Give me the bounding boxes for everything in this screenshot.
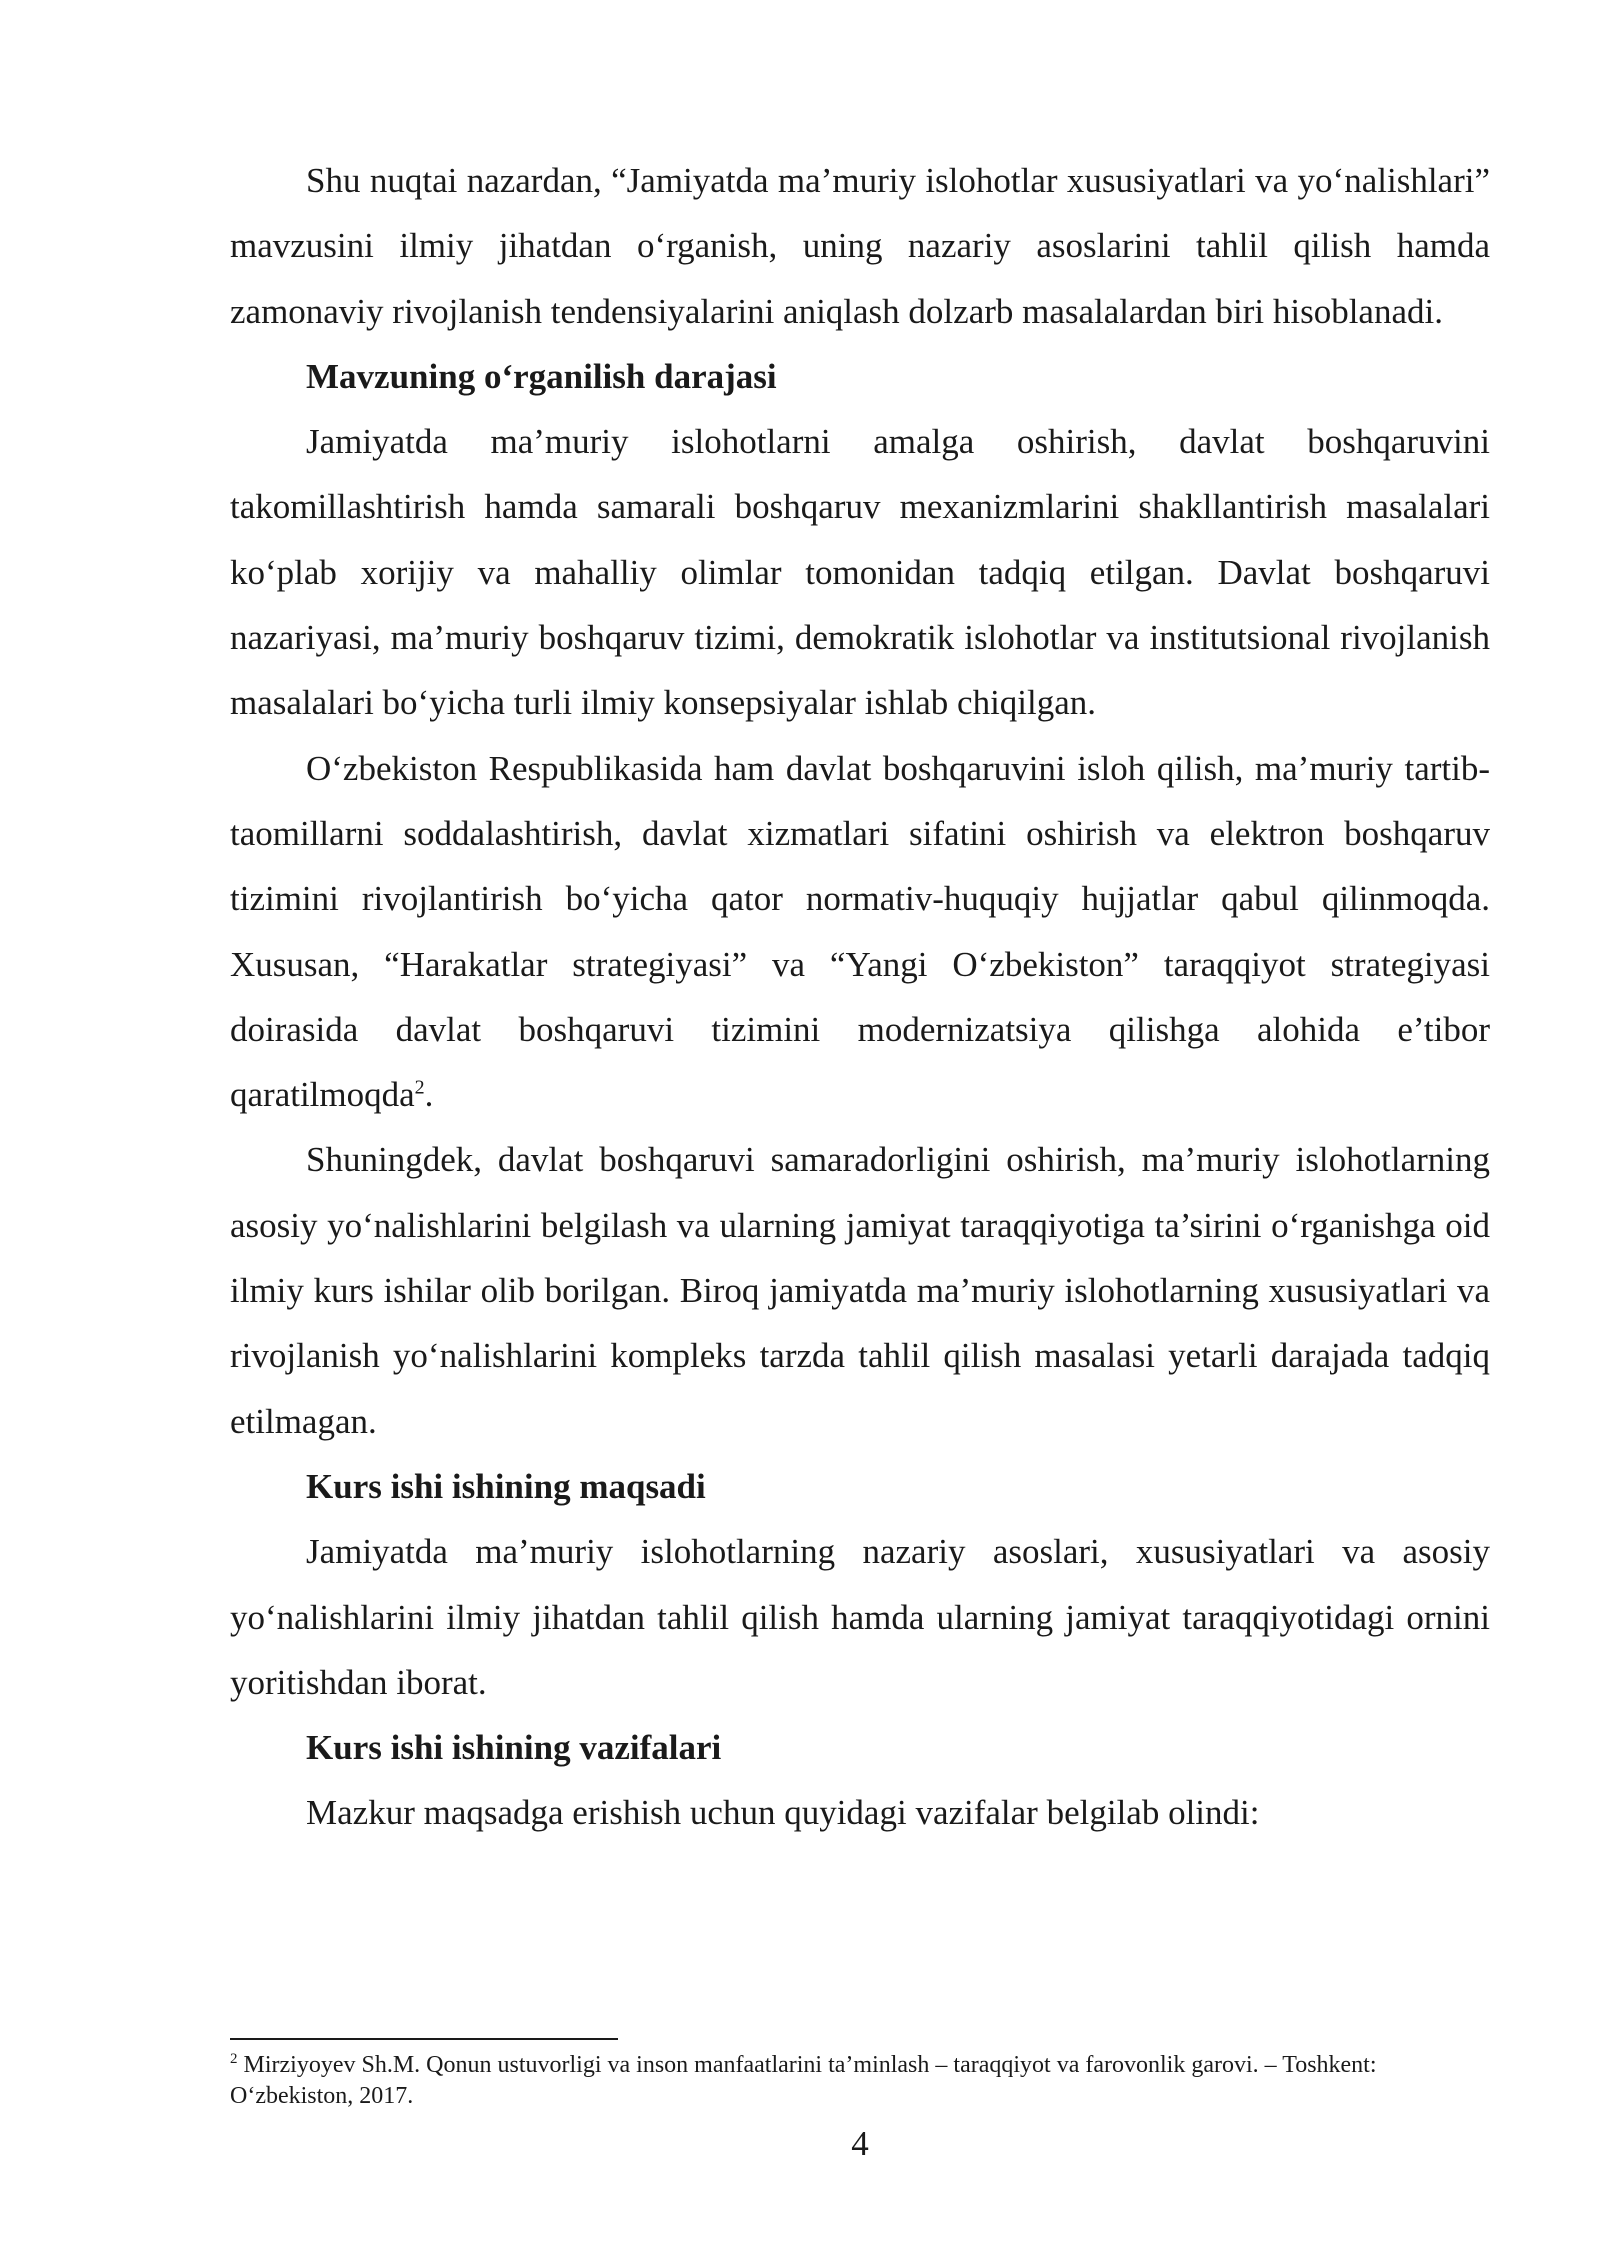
heading-course-tasks: Kurs ishi ishining vazifalari xyxy=(306,1728,722,1768)
paragraph-research-gap: Shuningdek, davlat boshqaruvi samaradorligini oshirish, ma’muriy islohotlarning asosiy yo‘nalishlarini belgilash va ularning jamiyat taraqqiyotiga ta’sirini o‘rganishga oid ilmiy kurs ishilar olib borilgan. Biroq jamiyatda ma’muriy islohotlarning xususiyatlari va rivojlanish yo‘nalishlarini kompleks tarzda tahlil qilish masalasi yetarli darajada tadqiq etilmagan. xyxy=(230,1140,1490,1441)
paragraph-uzbekistan-reforms-text: O‘zbekiston Respublikasida ham davlat boshqaruvini isloh qilish, ma’muriy tartib-taomillarni soddalashtirish, davlat xizmatlari sifatini oshirish va elektron boshqaruv tizimini rivojlantirish bo‘yicha qator normativ-huquqiy hujjatlar qabul qilinmoqda. Xususan, “Harakatlar strategiyasi” va “Yangi O‘zbekiston” taraqqiyot strategiyasi doirasida davlat boshqaruvi tizimini modernizatsiya qilishga alohida e’tibor qaratilmoqda xyxy=(230,748,1490,1115)
paragraph-intro: Shu nuqtai nazardan, “Jamiyatda ma’muriy islohotlar xususiyatlari va yo‘nalishlari” mavzusini ilmiy jihatdan o‘rganish, uning nazariy asoslarini tahlil qilish hamda zamonaviy rivojlanish tendensiyalarini aniqlash dolzarb masalalardan biri hisoblanadi. xyxy=(230,161,1490,331)
heading-study-level: Mavzuning o‘rganilish darajasi xyxy=(306,356,777,396)
document-body xyxy=(230,148,1490,1846)
paragraph-study-level: Jamiyatda ma’muriy islohotlarni amalga oshirish, davlat boshqaruvini takomillashtirish hamda samarali boshqaruv mexanizmlarini shakllantirish masalalari ko‘plab xorijiy va mahalliy olimlar tomonidan tadqiq etilgan. Davlat boshqaruvi nazariyasi, ma’muriy boshqaruv tizimi, demokratik islohotlar va institutsional rivojlanish masalalari bo‘yicha turli ilmiy konsepsiyalar ishlab chiqilgan. xyxy=(230,422,1490,723)
footnote-mark: 2 xyxy=(230,2051,238,2067)
paragraph-uzbekistan-reforms-tail: . xyxy=(424,1075,434,1115)
footnote-text: Mirziyoyev Sh.M. Qonun ustuvorligi va inson manfaatlarini ta’minlash – taraqqiyot va farovonlik garovi. – Toshkent: O‘zbekiston, 2017. xyxy=(230,2052,1377,2109)
footnote-separator xyxy=(230,2038,618,2040)
footnote-reference[interactable]: 2 xyxy=(414,1076,425,1099)
paragraph-uzbekistan-reforms xyxy=(230,736,1490,1128)
paragraph-course-tasks: Mazkur maqsadga erishish uchun quyidagi vazifalar belgilab olindi: xyxy=(306,1793,1260,1833)
paragraph-course-goal: Jamiyatda ma’muriy islohotlarning nazariy asoslari, xususiyatlari va asosiy yo‘nalishlarini ilmiy jihatdan tahlil qilish hamda ularning jamiyat taraqqiyotidagi ornini yoritishdan iborat. xyxy=(230,1532,1490,1702)
footnote xyxy=(230,2050,1490,2112)
heading-course-goal: Kurs ishi ishining maqsadi xyxy=(306,1466,706,1506)
page-number: 4 xyxy=(851,2124,869,2163)
